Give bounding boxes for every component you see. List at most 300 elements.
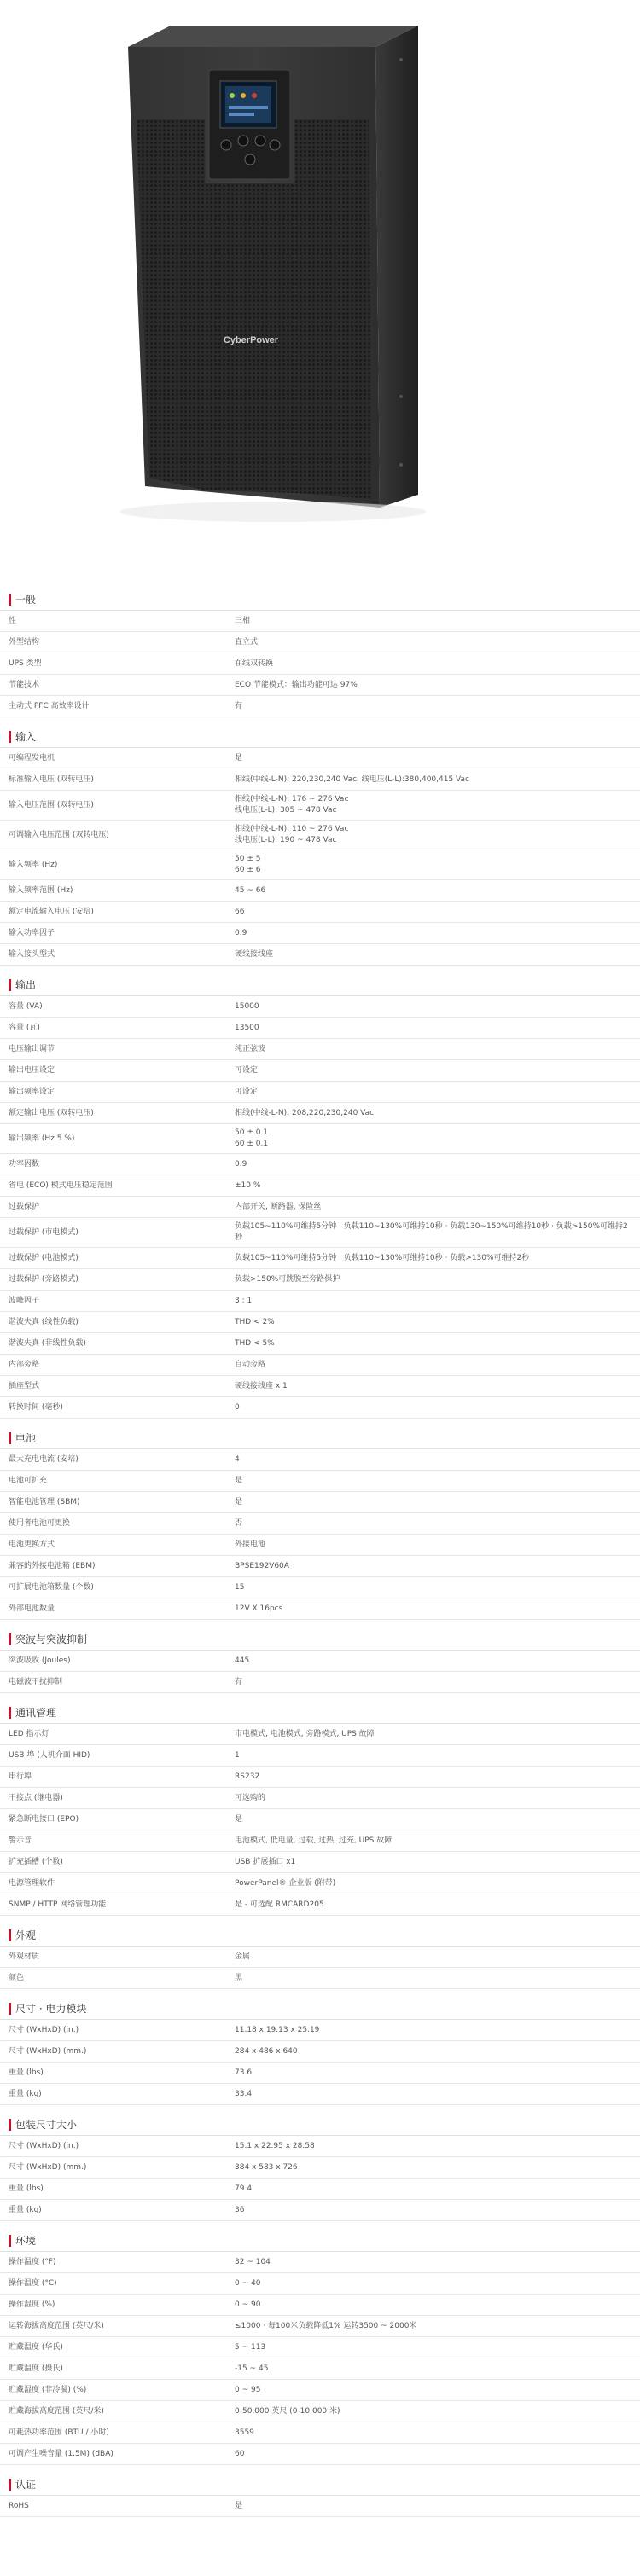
- spec-label: 波峰因子: [9, 1296, 40, 1305]
- spec-label: 重量 (kg): [9, 2205, 42, 2214]
- spec-value: [235, 2022, 640, 2039]
- section-accent-bar: [9, 1707, 11, 1719]
- spec-value: [235, 1335, 640, 1353]
- spec-value: [235, 1854, 640, 1871]
- spec-row: [0, 1449, 640, 1471]
- spec-value-line: 自动旁路: [235, 1360, 266, 1369]
- section-title: 电池: [15, 1432, 37, 1444]
- spec-value: [235, 1105, 640, 1123]
- spec-label: 扩充插槽 (个数): [9, 1857, 63, 1866]
- section-accent-bar: [9, 1633, 11, 1645]
- spec-value: [235, 2360, 640, 2378]
- spec-value-line: 36: [235, 2205, 245, 2214]
- spec-value-line: 60 ± 0.1: [235, 1140, 269, 1148]
- section-header: [0, 1628, 640, 1651]
- spec-value: [235, 2159, 640, 2177]
- spec-value-line: 45 ~ 66: [235, 885, 266, 895]
- spec-row: [0, 1039, 640, 1060]
- spec-value-line: 是: [235, 1814, 243, 1824]
- spec-section: [0, 1702, 640, 1916]
- spec-row: [0, 2273, 640, 2295]
- spec-row: [0, 1968, 640, 1989]
- spec-label: 输入频率 (Hz): [9, 860, 58, 869]
- section-title: 输出: [15, 979, 37, 991]
- spec-value: [235, 2445, 640, 2463]
- spec-row: [0, 653, 640, 675]
- spec-section: [0, 2230, 640, 2465]
- spec-row: [0, 944, 640, 966]
- spec-label: 干接点 (继电器): [9, 1793, 63, 1802]
- spec-value-line: 直立式: [235, 637, 259, 647]
- spec-row: [0, 1767, 640, 1788]
- spec-section: [0, 1924, 640, 1989]
- spec-value-line: 1: [235, 1750, 240, 1760]
- spec-value: [235, 1451, 640, 1469]
- spec-row: [0, 2084, 640, 2105]
- section-header: [0, 1924, 640, 1947]
- spec-value: [235, 1378, 640, 1395]
- spec-value: [235, 1250, 640, 1268]
- section-header: [0, 2114, 640, 2136]
- spec-value-line: 金属: [235, 1952, 251, 1961]
- section-header: [0, 589, 640, 611]
- spec-value: [235, 750, 640, 768]
- spec-row: [0, 850, 640, 880]
- spec-row: [0, 1197, 640, 1218]
- spec-section: [0, 1998, 640, 2105]
- spec-row: [0, 902, 640, 923]
- spec-value: [235, 821, 640, 850]
- spec-row: [0, 1218, 640, 1248]
- spec-label: 操作温度 (°F): [9, 2257, 56, 2266]
- spec-value-line: 32 ~ 104: [235, 2257, 271, 2266]
- spec-label: 使用者电池可更换: [9, 1518, 71, 1528]
- spec-value-line: USB 扩展插口 x1: [235, 1857, 296, 1866]
- spec-value: [235, 1515, 640, 1533]
- spec-value-line: ±10 %: [235, 1181, 261, 1190]
- section-accent-bar: [9, 731, 11, 743]
- section-accent-bar: [9, 2235, 11, 2247]
- spec-section: [0, 1628, 640, 1693]
- spec-value-line: 可设定: [235, 1087, 259, 1096]
- section-title: 认证: [15, 2479, 37, 2491]
- spec-row: [0, 2020, 640, 2041]
- spec-row: [0, 821, 640, 850]
- spec-value-line: 相线(中线-L-N): 176 ~ 276 Vac: [235, 795, 349, 804]
- spec-value: [235, 698, 640, 716]
- spec-value: [235, 1041, 640, 1059]
- spec-value: [235, 1062, 640, 1080]
- spec-section: [0, 2114, 640, 2221]
- spec-value: [235, 1747, 640, 1765]
- spec-row: [0, 1873, 640, 1894]
- spec-label: 操作温度 (°C): [9, 2278, 57, 2288]
- spec-value: [235, 1124, 640, 1153]
- spec-value: [235, 1494, 640, 1511]
- spec-value: [235, 2064, 640, 2082]
- spec-value-line: 线电压(L-L): 190 ~ 478 Vac: [235, 836, 337, 844]
- spec-label: 可调输入电压范围 (双转电压): [9, 830, 109, 839]
- spec-row: [0, 1852, 640, 1873]
- spec-value: [235, 2424, 640, 2442]
- spec-label: 容量 (VA): [9, 1001, 43, 1011]
- spec-value: [235, 655, 640, 673]
- spec-value-line: 0: [235, 1402, 240, 1412]
- spec-value: [235, 1726, 640, 1743]
- spec-value: [235, 2043, 640, 2061]
- spec-label: 额定输出电压 (双转电压): [9, 1108, 94, 1117]
- spec-row: [0, 1513, 640, 1535]
- spec-value: [235, 1218, 640, 1247]
- spec-value-line: -15 ~ 45: [235, 2364, 269, 2373]
- spec-value-line: 负载105~110%可维持5分钟 · 负载110~130%可维持10秒 · 负载>130%可维持2秒: [235, 1253, 530, 1262]
- spec-value: [235, 2138, 640, 2155]
- ups-tower-image: [0, 0, 640, 580]
- spec-value: [235, 1970, 640, 1987]
- spec-label: 尺寸 (WxHxD) (in.): [9, 2025, 79, 2034]
- spec-value: [235, 1948, 640, 1966]
- spec-row: [0, 1492, 640, 1513]
- spec-value: [235, 2339, 640, 2357]
- spec-value-line: 相线(中线-L-N): 220,230,240 Vac, 线电压(L-L):380,400,415 Vac: [235, 775, 469, 784]
- spec-label: 谐波失真 (非线性负载): [9, 1338, 86, 1348]
- spec-row: [0, 675, 640, 696]
- spec-value-line: 外接电池: [235, 1540, 266, 1549]
- spec-label: 电池可扩充: [9, 1476, 48, 1485]
- section-title: 包装尺寸大小: [15, 2119, 78, 2131]
- spec-row: [0, 1947, 640, 1968]
- spec-label: 外部电池数量: [9, 1604, 55, 1613]
- spec-section: [0, 2474, 640, 2517]
- spec-row: [0, 1312, 640, 1333]
- section-accent-bar: [9, 979, 11, 991]
- spec-row: [0, 1124, 640, 1154]
- spec-row: [0, 880, 640, 902]
- spec-label: 过载保护 (市电模式): [9, 1227, 79, 1237]
- section-header: [0, 726, 640, 748]
- spec-label: 节能技术: [9, 680, 40, 689]
- spec-label: 操作湿度 (%): [9, 2300, 55, 2309]
- spec-value-line: THD < 2%: [235, 1317, 275, 1326]
- spec-label: 输入电压范围 (双转电压): [9, 800, 94, 809]
- spec-value: [235, 2498, 640, 2515]
- spec-label: 重量 (kg): [9, 2089, 42, 2098]
- product-hero: [0, 0, 640, 580]
- spec-value: [235, 2382, 640, 2399]
- spec-label: 功率因数: [9, 1159, 40, 1169]
- spec-value-line: 纯正弦波: [235, 1044, 266, 1053]
- spec-label: 重量 (lbs): [9, 2068, 44, 2077]
- spec-row: [0, 1175, 640, 1197]
- spec-value-line: 60 ± 6: [235, 866, 261, 874]
- spec-row: [0, 1397, 640, 1419]
- spec-row: [0, 923, 640, 944]
- spec-section: [0, 589, 640, 717]
- spec-label: 输入频率范围 (Hz): [9, 885, 73, 895]
- spec-row: [0, 632, 640, 653]
- spec-value-line: 79.4: [235, 2184, 253, 2193]
- spec-label: 运转海拔高度范围 (英尺/米): [9, 2321, 104, 2330]
- spec-value-line: 445: [235, 1656, 250, 1665]
- section-header: [0, 2474, 640, 2496]
- spec-row: [0, 2200, 640, 2221]
- spec-value: [235, 1536, 640, 1554]
- spec-value: [235, 1198, 640, 1216]
- spec-label: 颜色: [9, 1973, 25, 1982]
- spec-value-line: 384 x 583 x 726: [235, 2162, 298, 2172]
- spec-row: [0, 1291, 640, 1312]
- spec-label: 输入接头型式: [9, 949, 55, 959]
- spec-row: [0, 1355, 640, 1376]
- spec-value-line: 0 ~ 90: [235, 2300, 261, 2309]
- spec-label: RoHS: [9, 2501, 29, 2510]
- spec-value-line: 否: [235, 1518, 243, 1528]
- spec-value-line: 有: [235, 701, 243, 711]
- spec-label: 智能电池管理 (SBM): [9, 1497, 80, 1506]
- spec-value-line: 15: [235, 1582, 245, 1592]
- spec-value: [235, 2180, 640, 2198]
- spec-label: LED 指示灯: [9, 1729, 49, 1738]
- spec-label: 输出频率 (Hz 5 %): [9, 1134, 75, 1143]
- spec-value: [235, 1875, 640, 1893]
- spec-row: [0, 1471, 640, 1492]
- spec-row: [0, 769, 640, 791]
- spec-value-line: 13500: [235, 1023, 259, 1032]
- spec-row: [0, 1672, 640, 1693]
- spec-section: [0, 726, 640, 966]
- spec-label: 主动式 PFC 高效率设计: [9, 701, 90, 711]
- spec-row: [0, 996, 640, 1018]
- spec-label: 尺寸 (WxHxD) (mm.): [9, 2046, 87, 2056]
- spec-value: [235, 946, 640, 964]
- spec-value-line: 15000: [235, 1001, 259, 1011]
- spec-value-line: 4: [235, 1454, 240, 1464]
- spec-row: [0, 1830, 640, 1852]
- spec-label: 电压输出调节: [9, 1044, 55, 1053]
- spec-row: [0, 696, 640, 717]
- spec-value: [235, 1177, 640, 1195]
- spec-value: [235, 882, 640, 900]
- spec-label: 输出电压设定: [9, 1065, 55, 1075]
- spec-row: [0, 2444, 640, 2465]
- section-accent-bar: [9, 2479, 11, 2491]
- spec-section: [0, 1427, 640, 1620]
- spec-value: [235, 903, 640, 921]
- spec-label: 插座型式: [9, 1381, 40, 1390]
- spec-row: [0, 1894, 640, 1916]
- section-header: [0, 1702, 640, 1724]
- spec-value: [235, 634, 640, 652]
- spec-value-line: 0-50,000 英尺 (0-10,000 米): [235, 2406, 340, 2416]
- spec-label: 可扩展电池箱数量 (个数): [9, 1582, 94, 1592]
- spec-value: [235, 1768, 640, 1786]
- spec-label: 贮藏温度 (华氏): [9, 2342, 63, 2352]
- spec-value-line: 15.1 x 22.95 x 28.58: [235, 2141, 315, 2150]
- spec-value-line: 三相: [235, 616, 251, 625]
- spec-label: 过载保护: [9, 1202, 40, 1211]
- spec-value-line: 0.9: [235, 1159, 247, 1169]
- spec-row: [0, 2422, 640, 2444]
- spec-value-line: 内部开关, 断路器, 保险丝: [235, 1202, 322, 1211]
- spec-label: 尺寸 (WxHxD) (mm.): [9, 2162, 87, 2172]
- spec-value-line: 5 ~ 113: [235, 2342, 266, 2352]
- spec-value-line: 相线(中线-L-N): 110 ~ 276 Vac: [235, 825, 349, 833]
- spec-value-line: THD < 5%: [235, 1338, 275, 1348]
- spec-label: 电磁波干扰抑制: [9, 1677, 63, 1686]
- spec-value-line: 33.4: [235, 2089, 253, 2098]
- spec-value-line: BPSE192V60A: [235, 1561, 289, 1570]
- spec-value-line: 相线(中线-L-N): 208,220,230,240 Vac: [235, 1108, 375, 1117]
- spec-value-line: 是: [235, 753, 243, 763]
- spec-value-line: 0 ~ 40: [235, 2278, 261, 2288]
- spec-row: [0, 2380, 640, 2401]
- spec-value: [235, 1674, 640, 1691]
- section-accent-bar: [9, 1929, 11, 1941]
- spec-value-line: 60: [235, 2449, 245, 2458]
- spec-value-line: 11.18 x 19.13 x 25.19: [235, 2025, 320, 2034]
- section-title: 尺寸 · 电力模块: [15, 2003, 87, 2015]
- spec-row: [0, 1651, 640, 1672]
- spec-label: 兼容的外接电池箱 (EBM): [9, 1561, 96, 1570]
- spec-row: [0, 1535, 640, 1556]
- spec-label: 输入功率因子: [9, 928, 55, 937]
- spec-value-line: 73.6: [235, 2068, 253, 2077]
- spec-row: [0, 2252, 640, 2273]
- spec-value-line: 线电压(L-L): 305 ~ 478 Vac: [235, 806, 337, 815]
- spec-value: [235, 2296, 640, 2314]
- spec-label: 性: [9, 616, 17, 625]
- spec-value: [235, 612, 640, 630]
- spec-row: [0, 1556, 640, 1577]
- spec-label: 内部旁路: [9, 1360, 40, 1369]
- spec-row: [0, 1248, 640, 1269]
- spec-value-line: 50 ± 0.1: [235, 1128, 269, 1137]
- spec-row: [0, 1103, 640, 1124]
- spec-value: [235, 1832, 640, 1850]
- spec-value: [235, 1652, 640, 1670]
- spec-label: 警示音: [9, 1836, 32, 1845]
- spec-row: [0, 2063, 640, 2084]
- spec-value-line: 可选购的: [235, 1793, 266, 1802]
- spec-value: [235, 676, 640, 694]
- spec-label: 容量 (瓦): [9, 1023, 40, 1032]
- spec-label: 尺寸 (WxHxD) (in.): [9, 2141, 79, 2150]
- spec-row: [0, 1598, 640, 1620]
- spec-label: 省电 (ECO) 模式电压稳定范围: [9, 1181, 113, 1190]
- spec-value: [235, 998, 640, 1016]
- section-accent-bar: [9, 1432, 11, 1444]
- spec-row: [0, 2358, 640, 2380]
- spec-value-line: 3 : 1: [235, 1296, 253, 1305]
- spec-value-line: 负载105~110%可维持5分钟 · 负载110~130%可维持10秒 · 负载130~150%可维持10秒 · 负载>150%可维持2秒: [235, 1222, 628, 1242]
- section-title: 输入: [15, 731, 37, 743]
- spec-value-line: 在线双转换: [235, 659, 274, 668]
- spec-value: [235, 1356, 640, 1374]
- spec-value: [235, 771, 640, 789]
- spec-label: 外观材质: [9, 1952, 40, 1961]
- spec-value: [235, 1600, 640, 1618]
- spec-row: [0, 1376, 640, 1397]
- spec-row: [0, 1333, 640, 1355]
- spec-row: [0, 2316, 640, 2337]
- spec-label: 输出频率设定: [9, 1087, 55, 1096]
- spec-value: [235, 1811, 640, 1829]
- spec-label: USB 埠 (人机介面 HID): [9, 1750, 90, 1760]
- section-accent-bar: [9, 2003, 11, 2015]
- spec-value: [235, 925, 640, 943]
- spec-row: [0, 2179, 640, 2200]
- spec-value: [235, 2275, 640, 2293]
- spec-value-line: 12V X 16pcs: [235, 1604, 283, 1613]
- spec-value-line: 可设定: [235, 1065, 259, 1075]
- spec-value-line: 有: [235, 1677, 243, 1686]
- spec-value: [235, 1271, 640, 1289]
- spec-label: 外型结构: [9, 637, 40, 647]
- section-header: [0, 974, 640, 996]
- spec-label: 过载保护 (电池模式): [9, 1253, 79, 1262]
- spec-row: [0, 2295, 640, 2316]
- spec-row: [0, 1018, 640, 1039]
- section-header: [0, 1427, 640, 1449]
- spec-value: [235, 1314, 640, 1332]
- spec-label: 额定电流输入电压 (安培): [9, 907, 94, 916]
- spec-value-line: 是 - 可选配 RMCARD205: [235, 1900, 324, 1909]
- spec-value: [235, 1790, 640, 1807]
- spec-row: [0, 611, 640, 632]
- spec-label: UPS 类型: [9, 659, 42, 668]
- spec-row: [0, 2337, 640, 2358]
- spec-row: [0, 1154, 640, 1175]
- spec-value: [235, 1156, 640, 1174]
- spec-value: [235, 1896, 640, 1914]
- spec-row: [0, 1788, 640, 1809]
- spec-label: 电源管理软件: [9, 1878, 55, 1888]
- spec-row: [0, 1577, 640, 1598]
- spec-row: [0, 1269, 640, 1291]
- spec-value: [235, 1292, 640, 1310]
- spec-label: 重量 (lbs): [9, 2184, 44, 2193]
- spec-value-line: RS232: [235, 1772, 260, 1781]
- section-title: 一般: [15, 594, 37, 606]
- spec-value: [235, 1472, 640, 1490]
- spec-section: [0, 974, 640, 1419]
- spec-value: [235, 1579, 640, 1597]
- spec-row: [0, 1745, 640, 1767]
- spec-label: 转换时间 (毫秒): [9, 1402, 63, 1412]
- spec-value-line: PowerPanel® 企业版 (附带): [235, 1878, 336, 1888]
- spec-label: 过载保护 (旁路模式): [9, 1274, 79, 1284]
- spec-row: [0, 1724, 640, 1745]
- spec-value-line: 市电模式, 电池模式, 旁路模式, UPS 故障: [235, 1729, 375, 1738]
- spec-value-line: 硬线接线座: [235, 949, 274, 959]
- spec-table: [0, 589, 640, 2551]
- spec-row: [0, 2041, 640, 2063]
- spec-value: [235, 1558, 640, 1575]
- spec-value: [235, 1019, 640, 1037]
- spec-label: 突波吸收 (Joules): [9, 1656, 71, 1665]
- spec-value-line: 0 ~ 95: [235, 2385, 261, 2394]
- spec-value: [235, 850, 640, 879]
- spec-label: 紧急断电接口 (EPO): [9, 1814, 79, 1824]
- spec-value-line: 284 x 486 x 640: [235, 2046, 298, 2056]
- spec-value-line: 是: [235, 1476, 243, 1485]
- spec-row: [0, 791, 640, 821]
- spec-value-line: 电池模式, 低电量, 过载, 过热, 过充, UPS 故障: [235, 1836, 393, 1845]
- spec-label: 贮藏海拔高度范围 (英尺/米): [9, 2406, 104, 2416]
- spec-value: [235, 2254, 640, 2271]
- spec-value-line: 负载>150%可跳脱至旁路保护: [235, 1274, 340, 1284]
- spec-value: [235, 2202, 640, 2219]
